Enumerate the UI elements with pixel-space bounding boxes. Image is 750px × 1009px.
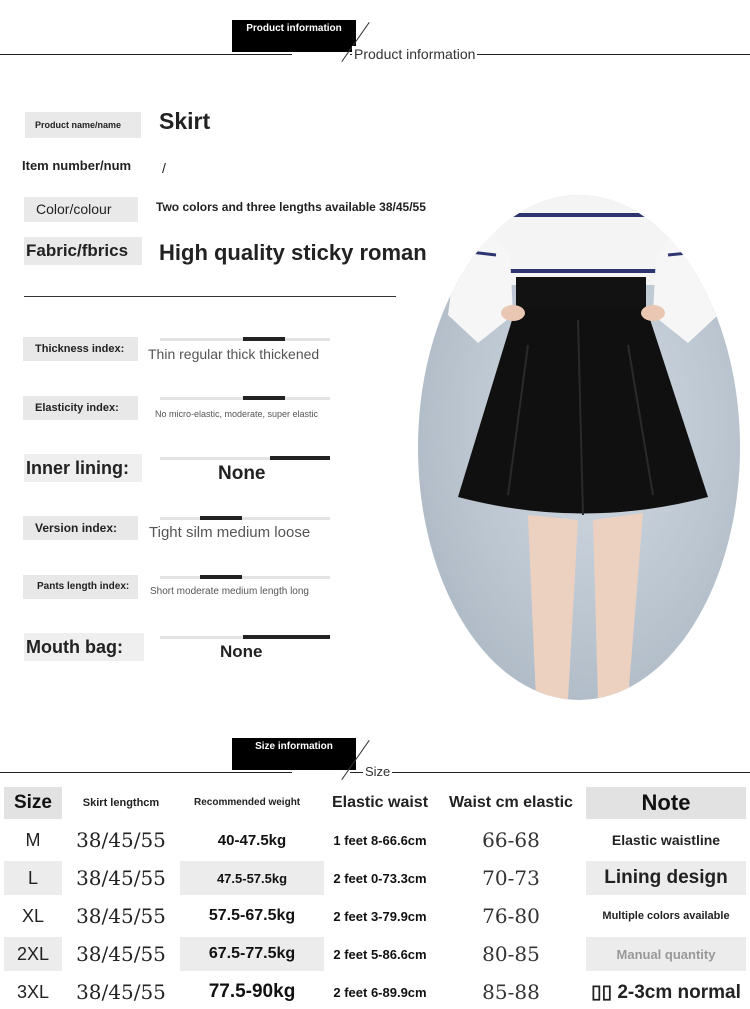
header-box (232, 20, 356, 52)
table-row (4, 975, 746, 1009)
mouth-bag-text: None (220, 642, 263, 661)
row-weight: 67.5-77.5kg (180, 937, 324, 971)
skirt-photo (418, 195, 740, 700)
row-size: 2XL (4, 937, 62, 971)
row-elastic: 2 feet 5-86.6cm (333, 946, 427, 962)
fabric-value: High quality sticky roman (159, 240, 427, 265)
product-name-label: Product name/name (25, 112, 141, 138)
size-header-subtitle: Size (365, 764, 391, 779)
inner-lining-mark (270, 456, 330, 460)
header-box-text: Product information (246, 23, 342, 34)
size-header-box (232, 738, 356, 770)
row-size: XL (21, 905, 45, 926)
pants-length-track (160, 576, 330, 579)
version-index-track (160, 517, 330, 520)
size-header-line-right (350, 772, 750, 773)
thickness-index-text: Thin regular thick thickened (148, 346, 320, 362)
row-length: 38/45/55 (76, 980, 166, 1004)
skirt-illustration (418, 195, 740, 700)
row-note: Manual quantity (586, 937, 746, 971)
col-weight-header: Recommended weight (194, 797, 301, 808)
row-note: Multiple colors available (602, 910, 730, 922)
header-line-left (0, 54, 292, 55)
inner-lining-label: Inner lining: (24, 454, 142, 482)
col-elastic-header: Elastic waist (331, 794, 429, 811)
product-name-value: Skirt (159, 108, 211, 134)
col-note-header: Note (586, 787, 746, 819)
version-index-mark (200, 516, 242, 520)
version-index-text: Tight silm medium loose (149, 524, 311, 541)
table-row (4, 823, 746, 857)
row-weight: 47.5-57.5kg (180, 861, 324, 895)
size-header-line-left (0, 772, 292, 773)
row-waist: 70-73 (482, 866, 540, 890)
row-weight: 40-47.5kg (217, 831, 287, 849)
table-row (4, 899, 746, 933)
row-elastic: 2 feet 6-89.9cm (333, 984, 427, 1000)
row-length: 38/45/55 (76, 942, 166, 966)
table-row (4, 861, 746, 895)
size-header-box-text: Size information (255, 741, 333, 752)
size-table-header (4, 787, 746, 819)
row-weight: 57.5-67.5kg (208, 907, 296, 924)
row-size: 3XL (16, 981, 50, 1002)
thickness-index-label: Thickness index: (23, 337, 138, 361)
header-subtitle: Product information (354, 46, 476, 62)
row-length: 38/45/55 (76, 904, 166, 928)
pants-length-mark (200, 575, 242, 579)
color-value: Two colors and three lengths available 38/45/55 (156, 200, 426, 214)
row-note: Lining design (586, 861, 746, 895)
col-size-header: Size (4, 787, 62, 819)
version-index-label: Version index: (23, 516, 138, 540)
mouth-bag-label: Mouth bag: (24, 633, 144, 661)
item-number-label: Item number/num (22, 158, 132, 173)
row-note: Elastic waistline (611, 832, 721, 848)
size-table (4, 783, 746, 1009)
elasticity-index-text: No micro-elastic, moderate, super elastic (155, 409, 319, 419)
row-waist: 85-88 (482, 980, 540, 1004)
size-info-header (0, 730, 750, 790)
row-elastic: 2 feet 3-79.9cm (333, 908, 427, 924)
col-length-header: Skirt lengthcm (82, 797, 160, 809)
mouth-bag-mark (243, 635, 330, 639)
color-label: Color/colour (24, 197, 138, 222)
item-number-value: / (162, 160, 166, 176)
fabric-label: Fabric/fbrics (24, 237, 142, 265)
row-waist: 76-80 (482, 904, 540, 928)
col-waist-header: Waist cm elastic (449, 794, 573, 811)
pants-length-label: Pants length index: (23, 575, 138, 599)
row-size: M (25, 829, 41, 850)
elasticity-index-mark (243, 396, 285, 400)
inner-lining-text: None (218, 463, 266, 484)
thickness-index-mark (243, 337, 285, 341)
row-length: 38/45/55 (76, 828, 166, 852)
table-row (4, 937, 746, 971)
info-divider (24, 296, 396, 297)
row-waist: 66-68 (482, 828, 540, 852)
pants-length-text: Short moderate medium length long (150, 586, 309, 597)
row-length: 38/45/55 (76, 866, 166, 890)
row-elastic: 2 feet 0-73.3cm (333, 870, 427, 886)
row-size: L (4, 861, 62, 895)
row-note: ▯▯ 2-3cm normal (591, 981, 741, 1003)
product-info-header (0, 10, 750, 70)
row-weight: 77.5-90kg (208, 981, 296, 1002)
row-elastic: 1 feet 8-66.6cm (333, 832, 427, 848)
elasticity-index-label: Elasticity index: (23, 396, 138, 420)
row-waist: 80-85 (482, 942, 540, 966)
